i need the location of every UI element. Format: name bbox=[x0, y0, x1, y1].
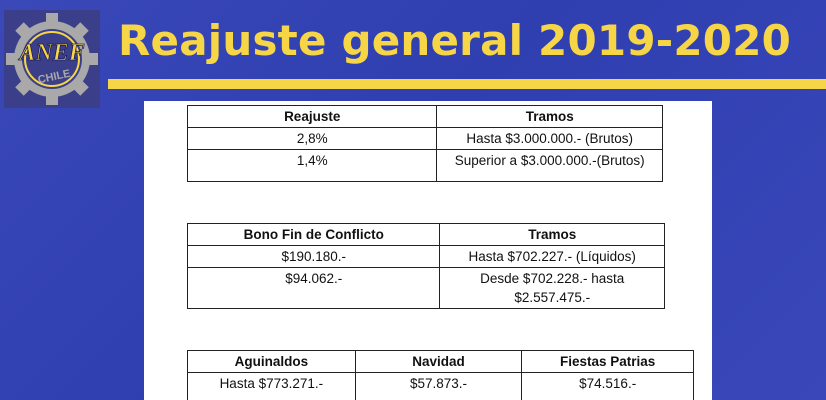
column-header: Aguinaldos bbox=[188, 351, 356, 373]
cell-line: Desde $702.228.- hasta bbox=[480, 271, 625, 286]
table-cell: Hasta $3.000.000.- (Brutos) bbox=[437, 128, 663, 150]
column-header: Bono Fin de Conflicto bbox=[188, 224, 440, 246]
table-row bbox=[188, 150, 663, 182]
anef-logo bbox=[4, 10, 100, 108]
reajuste-table bbox=[187, 105, 663, 182]
table-row bbox=[188, 373, 694, 400]
aguinaldos-table bbox=[187, 350, 694, 400]
table-cell: $94.062.- bbox=[188, 268, 440, 309]
page-title: Reajuste general 2019-2020 bbox=[118, 16, 792, 65]
table-cell: Superior a $3.000.000.-(Brutos) bbox=[437, 150, 663, 182]
table-header-row bbox=[188, 224, 665, 246]
table-row bbox=[188, 128, 663, 150]
table-cell: 1,4% bbox=[188, 150, 437, 182]
document-page bbox=[144, 101, 712, 400]
table-cell: $190.180.- bbox=[188, 246, 440, 268]
title-underline bbox=[108, 79, 826, 89]
cell-line: $2.557.475.- bbox=[514, 290, 591, 305]
table-cell bbox=[440, 268, 665, 309]
table-cell: $57.873.- bbox=[355, 373, 522, 400]
table-cell: Hasta $702.227.- (Líquidos) bbox=[440, 246, 665, 268]
column-header: Fiestas Patrias bbox=[522, 351, 694, 373]
table-row bbox=[188, 246, 665, 268]
table-row bbox=[188, 268, 665, 309]
svg-text:ANEF: ANEF bbox=[19, 40, 85, 66]
column-header: Tramos bbox=[440, 224, 665, 246]
column-header: Tramos bbox=[437, 106, 663, 128]
svg-text:CHILE: CHILE bbox=[36, 67, 72, 87]
bono-table bbox=[187, 223, 665, 309]
column-header: Reajuste bbox=[188, 106, 437, 128]
column-header: Navidad bbox=[355, 351, 522, 373]
table-header-row bbox=[188, 351, 694, 373]
table-cell: $74.516.- bbox=[522, 373, 694, 400]
table-cell: Hasta $773.271.- bbox=[188, 373, 356, 400]
table-cell: 2,8% bbox=[188, 128, 437, 150]
table-header-row bbox=[188, 106, 663, 128]
